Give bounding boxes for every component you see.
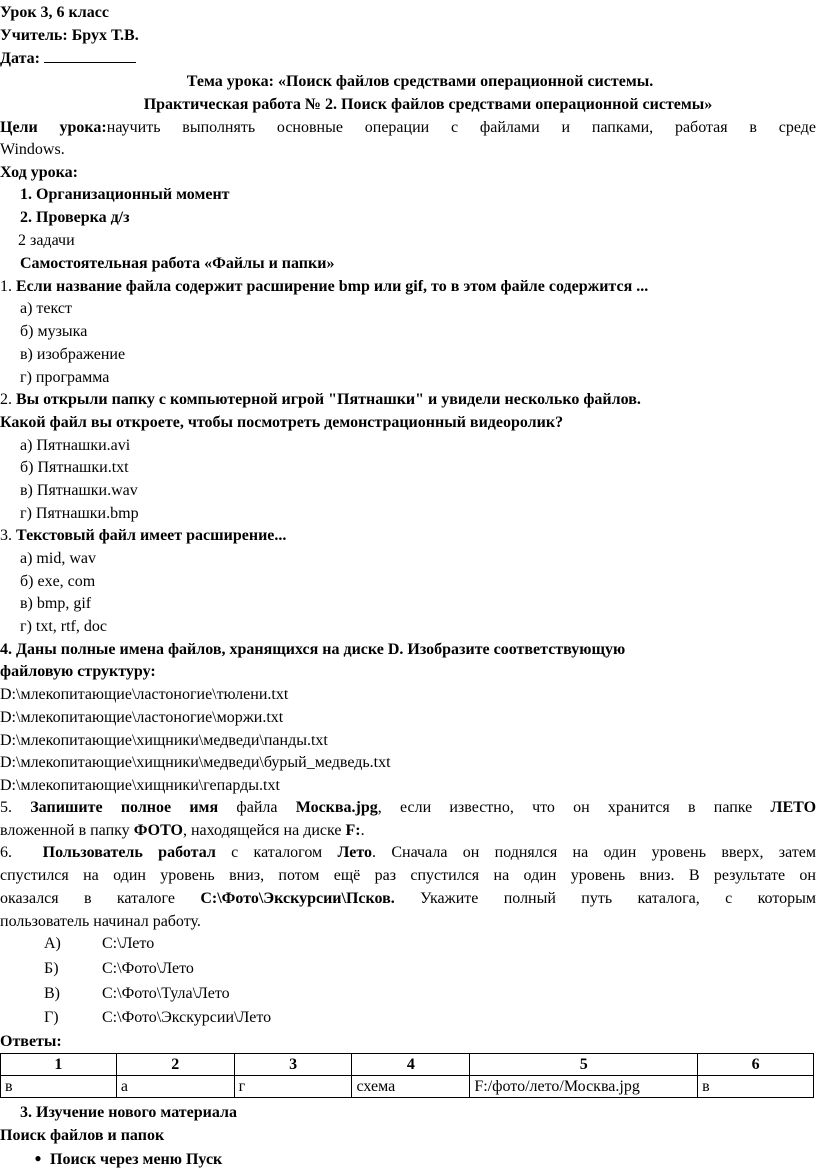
q6-option-d-path: С:\Фото\Экскурсии\Лето (102, 1009, 272, 1026)
course-tasks: 2 задачи (18, 232, 75, 249)
independent-work-title: Самостоятельная работа «Файлы и папки» (20, 255, 335, 272)
goals-label: Цели урока: (0, 119, 107, 136)
question-3 (0, 525, 286, 546)
q5-drive: F: (345, 822, 361, 839)
answers-value-cell: схема (352, 1076, 470, 1098)
q2-number: 2. (0, 391, 12, 408)
answers-label: Ответы: (0, 1033, 62, 1050)
q4-path-4: D:\млекопитающие\хищники\медведи\бурый_медведь.txt (0, 754, 391, 771)
q6-line-1 (0, 842, 816, 863)
answers-header-cell: 2 (116, 1054, 234, 1076)
q6-option-a-path: С:\Лето (102, 935, 155, 952)
answers-table (0, 1053, 814, 1098)
q6-option-b-path: С:\Фото\Лето (102, 960, 194, 977)
date-line (0, 48, 136, 69)
q6-text-4: Укажите полный путь каталога, с которым (394, 890, 816, 907)
answers-header-cell: 6 (698, 1054, 814, 1076)
q5-text-5: . (360, 822, 365, 839)
q6-text-3: оказался в каталоге (0, 890, 201, 907)
q5-bold-1: Запишите полное имя (30, 799, 219, 816)
q3-text: Текстовый файл имеет расширение... (16, 527, 287, 544)
q5-folder-leto: ЛЕТО (770, 799, 816, 816)
answers-header-cell: 5 (470, 1054, 698, 1076)
q5-text-1: файла (218, 799, 296, 816)
q5-text-4: , находящейся на диске (182, 822, 346, 839)
q6-option-d-letter: Г) (44, 1009, 59, 1026)
answers-header-row (1, 1054, 814, 1076)
q6-option-c-letter: В) (44, 985, 60, 1002)
q6-text-1: с каталогом (215, 844, 338, 861)
q4-text-2: файловую структуру: (0, 663, 156, 680)
teacher-line: Учитель: Брух Т.В. (0, 27, 139, 44)
question-2 (0, 389, 641, 410)
q5-folder-foto: ФОТО (133, 822, 183, 839)
q6-option-a-letter: А) (44, 935, 61, 952)
q3-option-d: г) txt, rtf, doc (20, 618, 107, 635)
section-3-bullet-item (26, 1148, 222, 1170)
question-1 (0, 276, 648, 297)
answers-value-cell: в (698, 1076, 814, 1098)
q6-option-a (44, 933, 154, 954)
q4-path-1: D:\млекопитающие\ластоногие\тюлени.txt (0, 686, 289, 703)
goals-line-1 (0, 117, 816, 138)
q2-option-d: г) Пятнашки.bmp (20, 505, 139, 522)
q6-option-b (44, 958, 194, 979)
q2-option-a: а) Пятнашки.avi (20, 437, 131, 454)
answers-header-cell: 1 (1, 1054, 117, 1076)
q6-number: 6. (0, 844, 12, 861)
answers-value-cell: в (1, 1076, 117, 1098)
q4-path-3: D:\млекопитающие\хищники\медведи\панды.txt (0, 732, 328, 749)
q1-option-c: в) изображение (20, 346, 126, 363)
date-blank (44, 48, 136, 63)
q6-option-c (44, 983, 230, 1004)
q4-path-5: D:\млекопитающие\хищники\гепарды.txt (0, 777, 280, 794)
q6-option-b-letter: Б) (44, 960, 59, 977)
q6-line-3 (0, 888, 816, 909)
q6-line-2: спустился на один уровень вниз, потом ещё раз спустился на один уровень вниз. В результате он (0, 867, 816, 884)
q3-option-c: в) bmp, gif (20, 595, 92, 612)
q1-option-a: а) текст (20, 300, 72, 317)
course-step-2: 2. Проверка д/з (20, 209, 130, 226)
q3-number: 3. (0, 527, 12, 544)
q6-text-2: . Сначала он поднялся на один уровень вверх, затем (372, 844, 816, 861)
answers-value-cell: F:/фото/лето/Москва.jpg (470, 1076, 698, 1098)
answers-header-cell: 3 (234, 1054, 352, 1076)
goals-text-1: научить выполнять основные операции с файлами и папками, работая в среде (106, 119, 816, 136)
q5-line-2 (0, 820, 365, 841)
q5-number: 5. (0, 799, 12, 816)
course-step-1: 1. Организационный момент (20, 186, 230, 203)
answers-value-cell: а (116, 1076, 234, 1098)
bullet-icon: ● (34, 1151, 42, 1165)
topic-line-1: Тема урока: «Поиск файлов средствами операционной системы. (186, 73, 654, 90)
q6-line-4: пользователь начинал работу. (0, 913, 201, 930)
lesson-line: Урок 3, 6 класс (0, 4, 109, 21)
q3-option-a: а) mid, wav (20, 550, 96, 567)
q1-number: 1. (0, 278, 12, 295)
q4-text-1: 4. Даны полные имена файлов, хранящихся на диске D. Изобразите соответствующую (0, 641, 626, 658)
q5-text-3: вложенной в папку (0, 822, 134, 839)
section-3-title: 3. Изучение нового материала (20, 1104, 237, 1121)
section-3-subtitle: Поиск файлов и папок (0, 1127, 165, 1144)
q6-option-d (44, 1007, 271, 1028)
q2-option-c: в) Пятнашки.wav (20, 482, 138, 499)
q5-filename: Москва.jpg (295, 799, 378, 816)
section-3-bullet-text: Поиск через меню Пуск (50, 1151, 223, 1168)
answers-value-row (1, 1076, 814, 1098)
q2-text-1: Вы открыли папку с компьютерной игрой "Пятнашки" и увидели несколько файлов. (16, 391, 641, 408)
answers-value-cell: г (234, 1076, 352, 1098)
q6-result-path: C:\Фото\Экскурсии\Псков. (200, 890, 395, 907)
goals-line-2: Windows. (0, 141, 65, 158)
date-label: Дата: (0, 50, 40, 67)
q6-bold-1: Пользователь работал (42, 844, 216, 861)
q6-option-c-path: С:\Фото\Тула\Лето (102, 985, 230, 1002)
q6-folder-leto: Лето (337, 844, 373, 861)
q1-text: Если название файла содержит расширение bmp или gif, то в этом файле содержится ... (16, 278, 649, 295)
q3-option-b: б) exe, com (20, 573, 96, 590)
topic-line-2: Практическая работа № 2. Поиск файлов средствами операционной системы» (143, 96, 713, 113)
course-label: Ход урока: (0, 164, 78, 181)
q1-option-d: г) программа (20, 369, 110, 386)
q1-option-b: б) музыка (20, 323, 88, 340)
q5-text-2: , если известно, что он хранится в папке (377, 799, 771, 816)
q4-path-2: D:\млекопитающие\ластоногие\моржи.txt (0, 709, 284, 726)
answers-header-cell: 4 (352, 1054, 470, 1076)
q2-option-b: б) Пятнашки.txt (20, 459, 129, 476)
q2-text-2: Какой файл вы откроете, чтобы посмотреть демонстрационный видеоролик? (0, 414, 564, 431)
q5-line-1 (0, 797, 816, 818)
